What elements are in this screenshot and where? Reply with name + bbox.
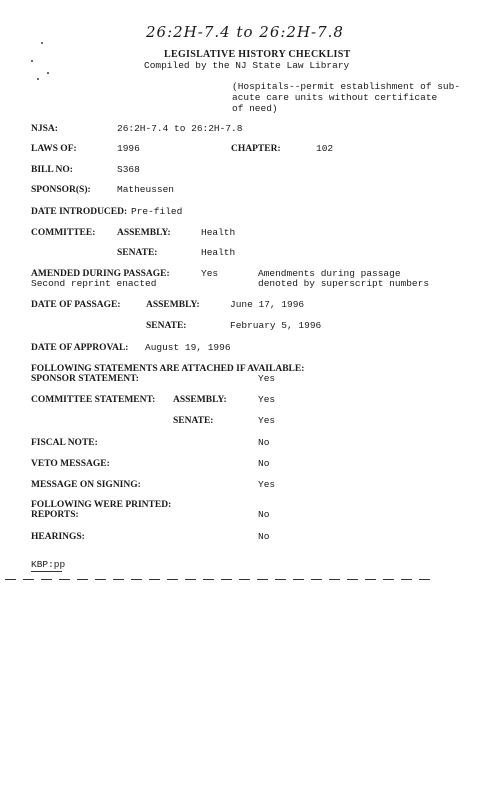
document-subtitle: Compiled by the NJ State Law Library [144, 60, 350, 71]
reports-label: REPORTS: [31, 510, 79, 520]
veto-message-label: VETO MESSAGE: [31, 459, 110, 469]
committee-statement-assembly-label: ASSEMBLY: [173, 395, 227, 405]
amended-note-reprint: Second reprint enacted [31, 278, 157, 289]
date-of-passage-label: DATE OF PASSAGE: [31, 300, 121, 310]
document-title: LEGISLATIVE HISTORY CHECKLIST [164, 49, 351, 60]
scan-speck [31, 60, 33, 62]
committee-statement-senate-label: SENATE: [173, 416, 214, 426]
description-line-1: (Hospitals--permit establishment of sub- [232, 81, 461, 92]
passage-senate-label: SENATE: [146, 321, 187, 331]
committee-senate-label: SENATE: [117, 248, 158, 258]
passage-senate-value: February 5, 1996 [230, 320, 322, 331]
footer-initials: KBP:pp [31, 559, 66, 570]
sponsor-label: SPONSOR(S): [31, 185, 91, 195]
scan-speck [47, 72, 49, 74]
veto-message-value: No [258, 458, 270, 469]
committee-assembly-value: Health [201, 227, 236, 238]
laws-of-label: LAWS OF: [31, 144, 77, 154]
amended-value: Yes [201, 268, 219, 279]
date-of-approval-value: August 19, 1996 [145, 342, 231, 353]
amended-label: AMENDED DURING PASSAGE: [31, 269, 170, 279]
description-line-2: acute care units without certificate [232, 92, 438, 103]
committee-statement-senate-value: Yes [258, 415, 276, 426]
date-introduced-value: Pre-filed [131, 206, 183, 217]
date-of-approval-label: DATE OF APPROVAL: [31, 343, 129, 353]
description-line-3: of need) [232, 103, 278, 114]
passage-assembly-value: June 17, 1996 [230, 299, 305, 310]
chapter-label: CHAPTER: [231, 144, 281, 154]
committee-statement-label: COMMITTEE STATEMENT: [31, 395, 156, 405]
scan-speck [41, 42, 43, 44]
initials-underline [31, 571, 62, 572]
amended-note-line-1: Amendments during passage [258, 268, 401, 279]
fiscal-note-label: FISCAL NOTE: [31, 438, 98, 448]
committee-senate-value: Health [201, 247, 236, 258]
statements-heading: FOLLOWING STATEMENTS ARE ATTACHED IF AVAILABLE: [31, 364, 305, 374]
bill-no-value: S368 [117, 164, 140, 175]
printed-heading: FOLLOWING WERE PRINTED: [31, 500, 172, 510]
handwritten-statute-range: 26:2H-7.4 to 26:2H-7.8 [146, 23, 344, 41]
bill-no-label: BILL NO: [31, 165, 73, 175]
passage-assembly-label: ASSEMBLY: [146, 300, 200, 310]
committee-statement-assembly-value: Yes [258, 394, 276, 405]
dashed-separator [5, 579, 435, 580]
njsa-label: NJSA: [31, 124, 58, 134]
sponsor-statement-value: Yes [258, 373, 276, 384]
date-introduced-label: DATE INTRODUCED: [31, 207, 128, 217]
chapter-value: 102 [316, 143, 334, 154]
sponsor-value: Matheussen [117, 184, 175, 195]
njsa-value: 26:2H-7.4 to 26:2H-7.8 [117, 123, 243, 134]
sponsor-statement-label: SPONSOR STATEMENT: [31, 374, 139, 384]
committee-assembly-label: ASSEMBLY: [117, 228, 171, 238]
amended-note-line-2: denoted by superscript numbers [258, 278, 430, 289]
fiscal-note-value: No [258, 437, 270, 448]
laws-of-value: 1996 [117, 143, 140, 154]
hearings-label: HEARINGS: [31, 532, 85, 542]
message-on-signing-label: MESSAGE ON SIGNING: [31, 480, 141, 490]
reports-value: No [258, 509, 270, 520]
hearings-value: No [258, 531, 270, 542]
message-on-signing-value: Yes [258, 479, 276, 490]
scan-speck [37, 78, 39, 80]
committee-label: COMMITTEE: [31, 228, 96, 238]
